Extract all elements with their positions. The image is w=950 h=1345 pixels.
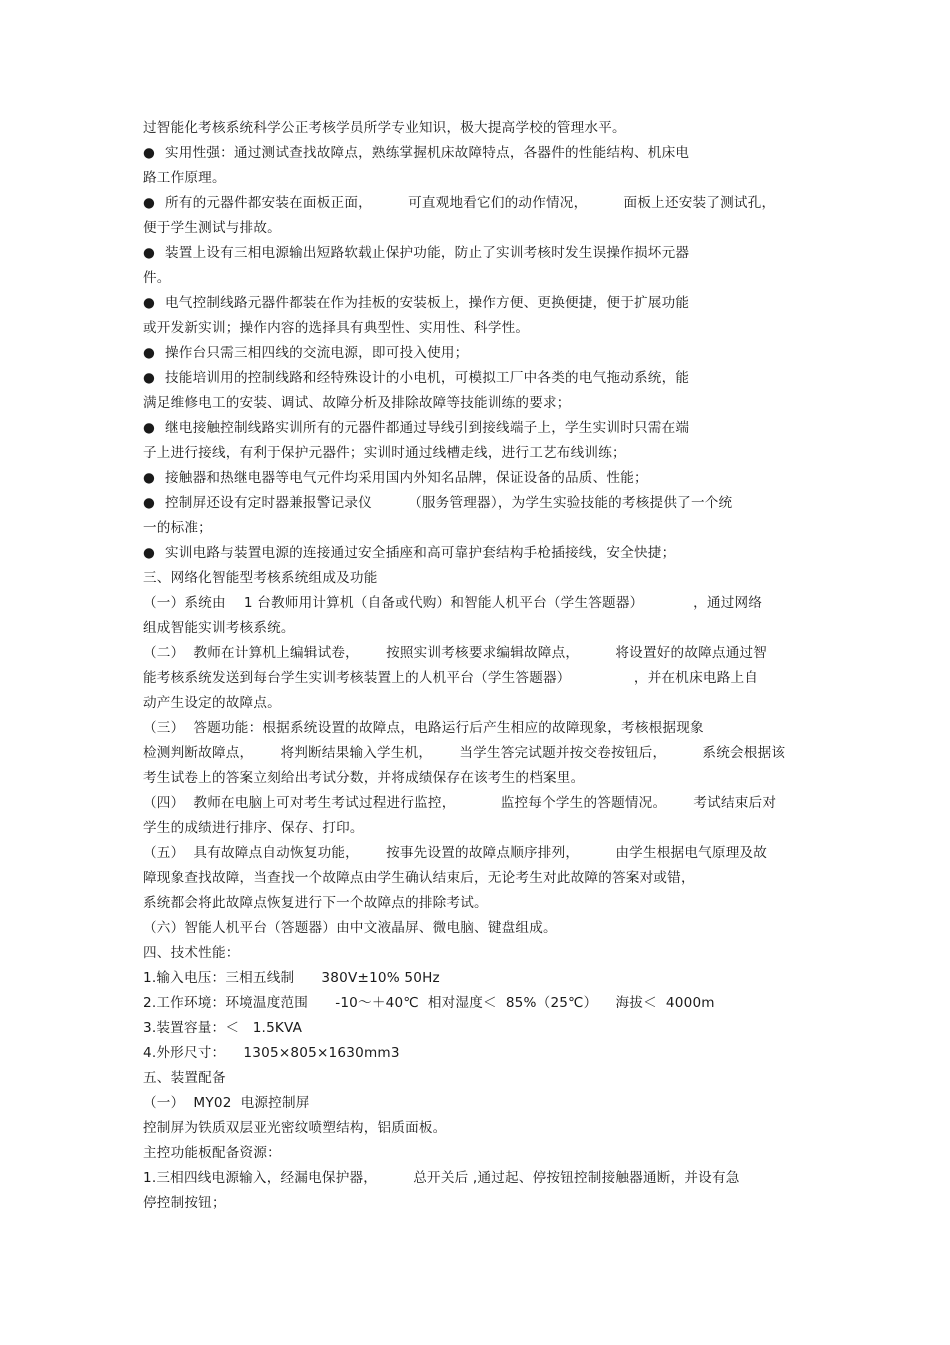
line-text: 三、网络化智能型考核系统组成及功能 [143,570,378,586]
line-text: （一） MY02 电源控制屏 [143,1095,310,1111]
line-text: （四） 教师在电脑上可对考生考试过程进行监控， 监控每个学生的答题情况。 考试结束后对 [143,795,777,811]
bullet-line [143,466,823,491]
line-text: 控制屏还设有定时器兼报警记录仪 （服务管理器），为学生实验技能的考核提供了一个统 [165,495,733,511]
bullet-line [143,291,823,316]
text-line [143,1141,823,1166]
line-text: 电气控制线路元器件都装在作为挂板的安装板上，操作方便、更换便捷，便于扩展功能 [165,295,690,311]
line-text: 3.装置容量：＜ 1.5KVA [143,1020,303,1036]
text-line [143,841,823,866]
line-text: 组成智能实训考核系统。 [143,620,295,636]
text-line [143,991,823,1016]
text-line [143,1041,823,1066]
text-line [143,591,823,616]
line-text: 2.工作环境：环境温度范围 -10～＋40℃ 相对湿度＜ 85%（25℃） 海拔＜ 4000m [143,995,715,1011]
bullet-icon: ● [143,145,156,161]
line-text: 四、技术性能： [143,945,240,961]
line-text: 实训电路与装置电源的连接通过安全插座和高可靠护套结构手枪插接线，安全快捷； [165,545,676,561]
line-text: 一的标准； [143,520,212,536]
line-text: （六）智能人机平台（答题器）由中文液晶屏、微电脑、键盘组成。 [143,920,557,936]
line-text: 障现象查找故障，当查找一个故障点由学生确认结束后，无论考生对此故障的答案对或错， [143,870,695,886]
line-text: 技能培训用的控制线路和经特殊设计的小电机，可模拟工厂中各类的电气拖动系统，能 [165,370,690,386]
line-text: 控制屏为铁质双层亚光密纹喷塑结构，铝质面板。 [143,1120,447,1136]
bullet-line [143,366,823,391]
line-text: 考生试卷上的答案立刻给出考试分数，并将成绩保存在该考生的档案里。 [143,770,585,786]
text-line [143,716,823,741]
text-line [143,216,823,241]
text-line [143,741,823,766]
text-line [143,116,823,141]
line-text: （二） 教师在计算机上编辑试卷， 按照实训考核要求编辑故障点， 将设置好的故障点通过智 [143,645,768,661]
text-line [143,691,823,716]
bullet-line [143,416,823,441]
text-line [143,616,823,641]
bullet-line [143,141,823,166]
text-line [143,641,823,666]
bullet-line [143,541,823,566]
text-line [143,666,823,691]
line-text: 装置上设有三相电源输出短路软载止保护功能，防止了实训考核时发生误操作损坏元器 [165,245,690,261]
line-text: 主控功能板配备资源： [143,1145,281,1161]
text-line [143,941,823,966]
line-text: 动产生设定的故障点。 [143,695,281,711]
bullet-icon: ● [143,195,156,211]
bullet-icon: ● [143,470,156,486]
text-line [143,1016,823,1041]
line-text: 系统都会将此故障点恢复进行下一个故障点的排除考试。 [143,895,488,911]
line-text: 五、装置配备 [143,1070,226,1086]
bullet-icon: ● [143,370,156,386]
text-line [143,1066,823,1091]
line-text: 接触器和热继电器等电气元件均采用国内外知名品牌，保证设备的品质、性能； [165,470,648,486]
line-text: 实用性强：通过测试查找故障点，熟练掌握机床故障特点，各器件的性能结构、机床电 [165,145,690,161]
line-text: 1.三相四线电源输入，经漏电保护器， 总开关后 ,通过起、停按钮控制接触器通断，并设有急 [143,1170,740,1186]
bullet-line [143,341,823,366]
line-text: 4.外形尺寸： 1305×805×1630mm3 [143,1045,400,1061]
line-text: 过智能化考核系统科学公正考核学员所学专业知识，极大提高学校的管理水平。 [143,120,626,136]
line-text: 路工作原理。 [143,170,226,186]
line-text: （三） 答题功能：根据系统设置的故障点，电路运行后产生相应的故障现象，考核根据现象 [143,720,704,736]
bullet-icon: ● [143,495,156,511]
text-line [143,866,823,891]
text-line [143,316,823,341]
text-line [143,566,823,591]
text-line [143,166,823,191]
bullet-icon: ● [143,245,156,261]
line-text: 能考核系统发送到每台学生实训考核装置上的人机平台（学生答题器） ，并在机床电路上自 [143,670,759,686]
document-body [143,116,823,1216]
bullet-line [143,491,823,516]
line-text: 检测判断故障点， 将判断结果输入学生机， 当学生答完试题并按交卷按钮后， 系统会根据该 [143,745,786,761]
line-text: 所有的元器件都安装在面板正面， 可直观地看它们的动作情况， 面板上还安装了测试孔， [165,195,776,211]
text-line [143,1191,823,1216]
text-line [143,266,823,291]
text-line [143,891,823,916]
line-text: 1.输入电压：三相五线制 380V±10% 50Hz [143,970,440,986]
text-line [143,516,823,541]
text-line [143,766,823,791]
line-text: 操作台只需三相四线的交流电源，即可投入使用； [165,345,469,361]
bullet-line [143,241,823,266]
text-line [143,441,823,466]
line-text: 或开发新实训；操作内容的选择具有典型性、实用性、科学性。 [143,320,530,336]
line-text: 子上进行接线，有利于保护元器件；实训时通过线槽走线，进行工艺布线训练； [143,445,626,461]
bullet-icon: ● [143,420,156,436]
text-line [143,816,823,841]
bullet-icon: ● [143,345,156,361]
line-text: （五） 具有故障点自动恢复功能， 按事先设置的故障点顺序排列， 由学生根据电气原理及故 [143,845,768,861]
line-text: 停控制按钮； [143,1195,226,1211]
text-line [143,916,823,941]
text-line [143,1091,823,1116]
text-line [143,1166,823,1191]
line-text: 便于学生测试与排故。 [143,220,281,236]
line-text: 继电接触控制线路实训所有的元器件都通过导线引到接线端子上，学生实训时只需在端 [165,420,690,436]
bullet-icon: ● [143,295,156,311]
bullet-line [143,191,823,216]
line-text: 满足维修电工的安装、调试、故障分析及排除故障等技能训练的要求； [143,395,571,411]
line-text: 学生的成绩进行排序、保存、打印。 [143,820,364,836]
bullet-icon: ● [143,545,156,561]
line-text: （一）系统由 1 台教师用计算机（自备或代购）和智能人机平台（学生答题器） ，通过网络 [143,595,763,611]
line-text: 件。 [143,270,171,286]
text-line [143,966,823,991]
text-line [143,791,823,816]
text-line [143,1116,823,1141]
text-line [143,391,823,416]
